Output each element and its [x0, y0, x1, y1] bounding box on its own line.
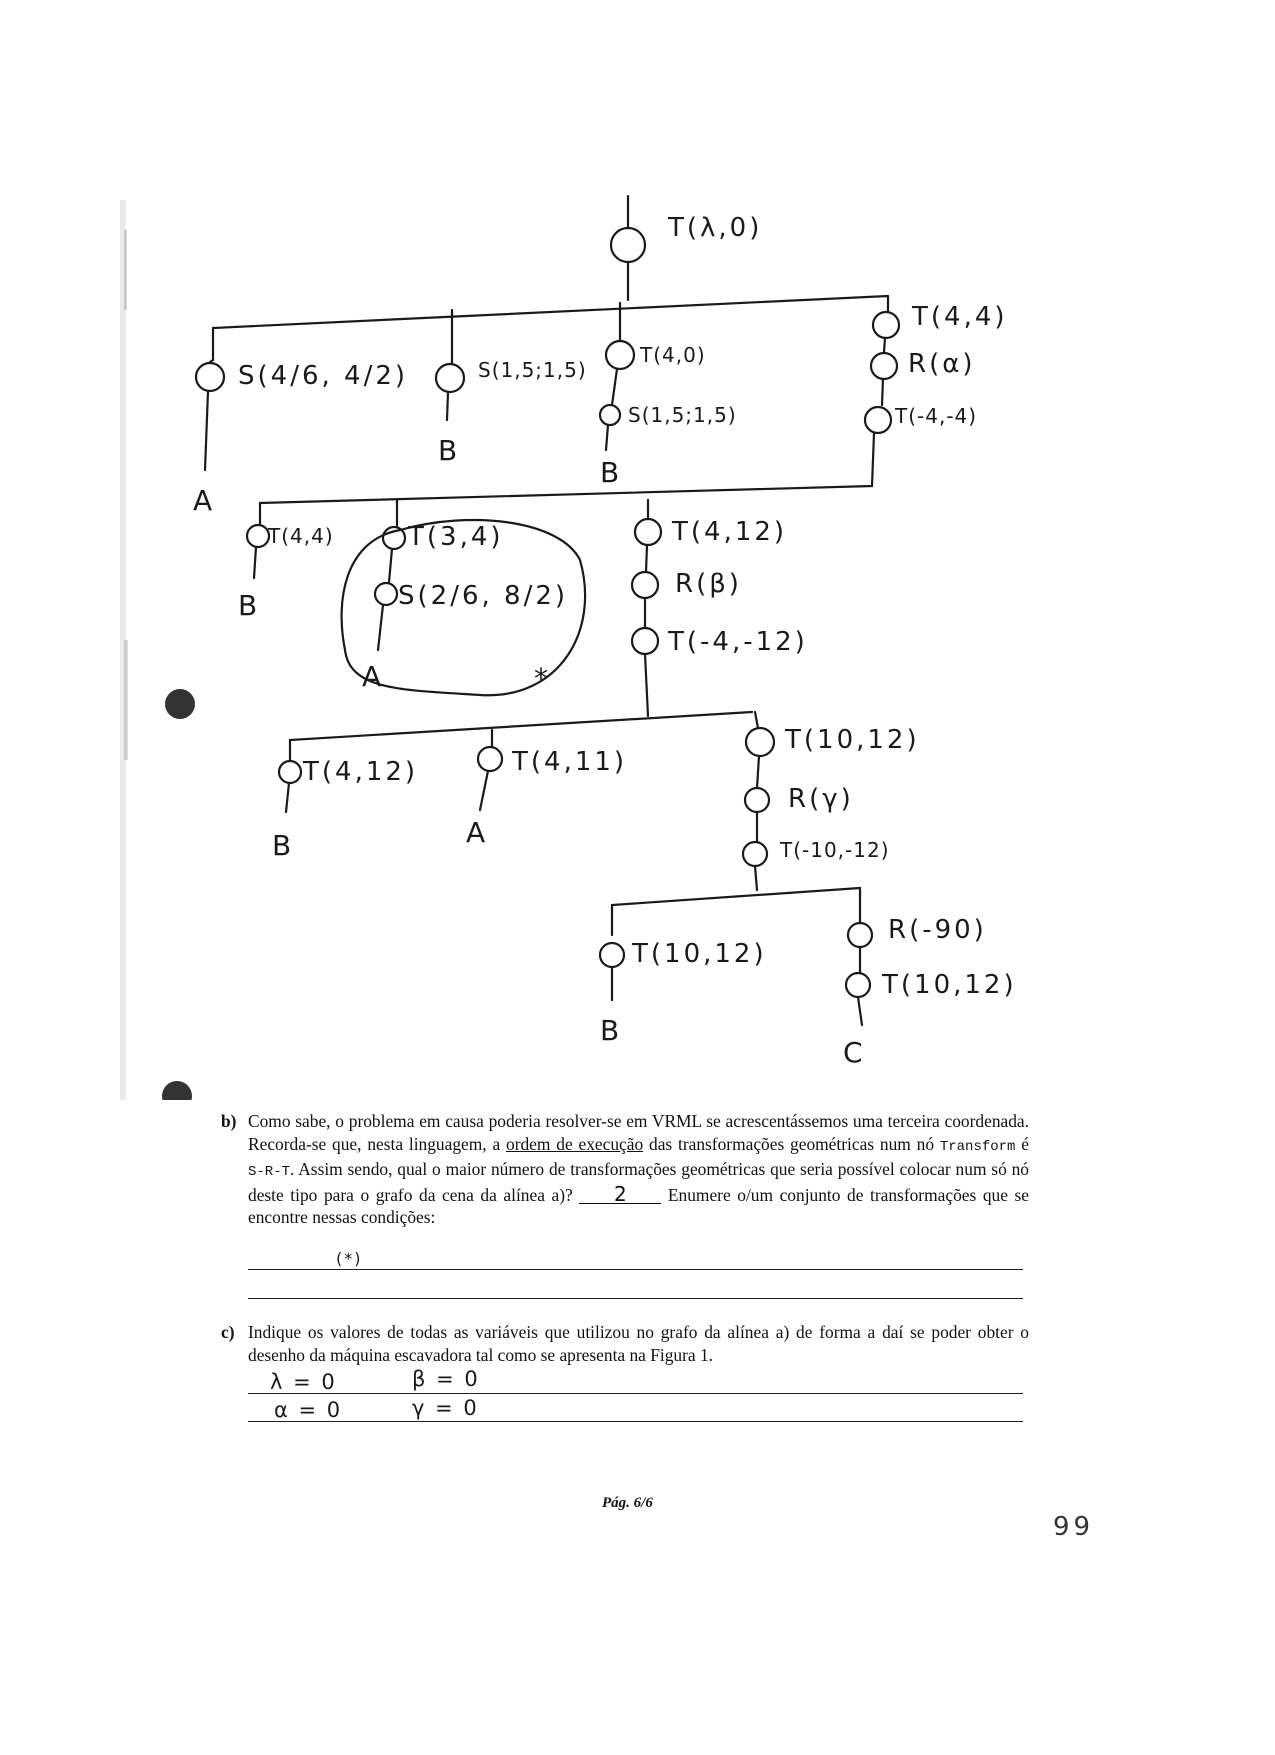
- answer-line-b2: [248, 1298, 1023, 1299]
- question-b: [221, 1110, 1030, 1229]
- translate-node: [606, 341, 634, 369]
- answer-alpha: α = 0: [274, 1398, 343, 1422]
- question-b-text-1: Como sabe, o problema em causa poderia resolver-se em VRML se acrescentássemos uma terceira coordenada. Recorda-se que, nesta linguagem, a: [248, 1111, 1029, 1154]
- translate-node-r1: [873, 312, 899, 338]
- l4-left-label: T(10,12): [632, 939, 767, 969]
- translate-node-r3c: [743, 842, 767, 866]
- execution-order-term: ordem de execução: [506, 1133, 644, 1154]
- srt-code: S-R-T: [248, 1164, 291, 1180]
- scale-b-label: S(1,5;1,5): [628, 403, 737, 427]
- scale-node-left: [196, 363, 224, 391]
- answer-lambda: λ = 0: [270, 1370, 337, 1394]
- l4-right2-label: T(10,12): [882, 970, 1017, 1000]
- rotate-node-alpha: [871, 353, 897, 379]
- rotate-node-minus90: [848, 923, 872, 947]
- translate-node-l3b: [478, 747, 502, 771]
- l3-right1-label: T(10,12): [785, 725, 920, 755]
- handwritten-star-ref: (*): [336, 1249, 363, 1268]
- scale-mid-label: S(1,5;1,5): [478, 358, 587, 382]
- l4-right1-label: R(-90): [888, 915, 987, 945]
- l3-mid-label: T(4,11): [512, 747, 628, 777]
- leaf-b: B: [438, 434, 458, 467]
- root-label: T(λ,0): [668, 213, 763, 243]
- translate-node-r3a: [746, 728, 774, 756]
- leaf-a: A: [193, 484, 213, 517]
- question-c: [221, 1321, 1029, 1366]
- page-footer: Pág. 6/6: [602, 1495, 653, 1511]
- question-b-label: b): [221, 1111, 237, 1131]
- question-b-text-4: . Assim sendo, qual o maior número de transformações geométricas que seria possível colocar num só nó deste tipo para o grafo da cena da alínea a)?: [248, 1159, 1029, 1205]
- question-b-text-3: é: [1015, 1133, 1030, 1154]
- translate-node-l4a: [600, 943, 624, 967]
- star-mark: *: [534, 662, 548, 695]
- center2-label: R(β): [675, 569, 742, 599]
- question-c-text: Indique os valores de todas as variáveis que utilizou no grafo da alínea a) de forma a daí se poder obter o desenho da máquina escavadora tal como se apresenta na Figura 1.: [248, 1322, 1029, 1365]
- center1-label: T(4,12): [672, 517, 788, 547]
- scan-artifacts: [120, 200, 195, 1100]
- translate-node-r3: [865, 407, 891, 433]
- scale-left-label: S(4/6, 4/2): [238, 361, 409, 391]
- leaf-b-5: B: [600, 1014, 620, 1047]
- circled-t-label: T(3,4): [408, 522, 504, 552]
- translate-node-l4b: [846, 973, 870, 997]
- transform-code: Transform: [939, 1138, 1016, 1155]
- handwritten-page-mark: 99: [1053, 1512, 1095, 1542]
- leaf-c: C: [843, 1036, 863, 1069]
- leaf-b-3: B: [238, 589, 258, 622]
- l2-left-label: T(4,4): [268, 524, 334, 548]
- right2-label: R(α): [908, 349, 976, 379]
- leaf-a-3: A: [466, 816, 486, 849]
- root-node: [611, 228, 645, 262]
- l3-left-label: T(4,12): [303, 757, 419, 787]
- scale-node-b: [600, 405, 620, 425]
- circled-s-label: S(2/6, 8/2): [398, 581, 569, 611]
- question-b-text-2: das transformações geométricas num nó: [643, 1133, 940, 1154]
- rotate-node-beta: [632, 572, 658, 598]
- right1-label: T(4,4): [912, 302, 1008, 332]
- question-c-label: c): [221, 1322, 235, 1342]
- translate-node-l2: [247, 525, 269, 547]
- l3-right2-label: R(γ): [788, 784, 854, 814]
- leaf-b-4: B: [272, 829, 292, 862]
- leaf-b-2: B: [600, 456, 620, 489]
- l3-right3-label: T(-10,-12): [780, 838, 890, 862]
- right3-label: T(-4,-4): [895, 404, 978, 428]
- answer-line-b1: [248, 1269, 1023, 1270]
- translate-node-c3: [632, 628, 658, 654]
- translate-node-c1: [635, 519, 661, 545]
- scale-node-circled: [375, 583, 397, 605]
- translate-label: T(4,0): [640, 343, 706, 367]
- scale-node-mid: [436, 364, 464, 392]
- answer-beta: β = 0: [412, 1367, 480, 1391]
- answer-gamma: γ = 0: [412, 1396, 479, 1420]
- answer-line-c1: [248, 1393, 1023, 1394]
- translate-node-l3a: [279, 761, 301, 783]
- answer-blank: 2: [579, 1185, 661, 1204]
- rotate-node-gamma: [745, 788, 769, 812]
- leaf-a-2: A: [362, 660, 382, 693]
- center3-label: T(-4,-12): [668, 627, 808, 657]
- question-b-text-5: Enumere o/um conjunto de transformações que se encontre nessas condições:: [248, 1184, 1029, 1227]
- answer-line-c2: [248, 1421, 1023, 1422]
